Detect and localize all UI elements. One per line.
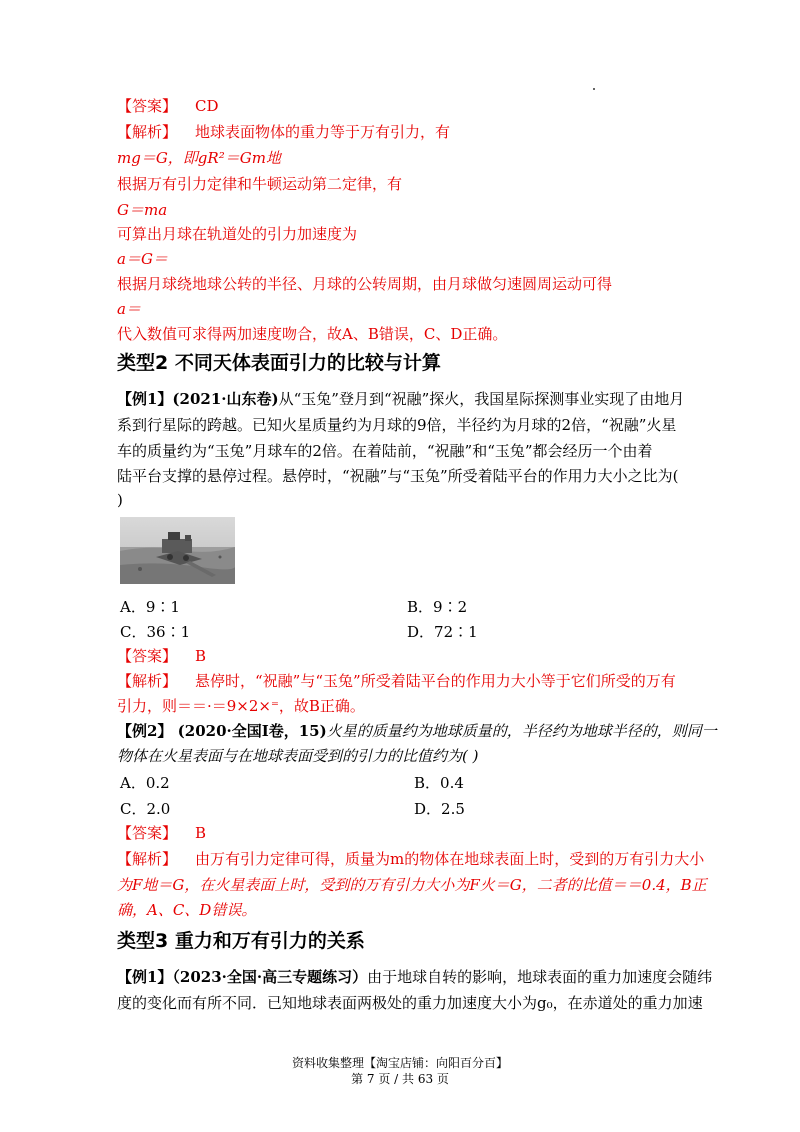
example-text: 火星的质量约为地球质量的，半径约为地球半径的，则同一 — [326, 722, 717, 740]
example-label: 【例1】（2023·全国·高三专题练习） — [117, 968, 368, 986]
option-c: C．2.0 — [120, 800, 171, 818]
rover-photo — [120, 517, 235, 584]
option-a: A．9∶1 — [120, 598, 180, 616]
analysis2-line-2: 引力，则＝＝·＝9×2×⁼，故B正确。 — [117, 697, 365, 715]
answer-value: B — [195, 647, 207, 665]
option-a: A．0.2 — [120, 774, 170, 792]
example-text: 由于地球自转的影响，地球表面的重力加速度会随纬 — [367, 968, 713, 986]
example2-line-1 — [117, 721, 717, 741]
answer-label: 【答案】 — [117, 97, 178, 115]
analysis3-line-1 — [117, 849, 704, 869]
scan-dot — [593, 88, 595, 90]
analysis-text: 悬停时，“祝融”与“玉兔”所受着陆平台的作用力大小等于它们所受的万有 — [195, 672, 676, 690]
example1-line-3: 车的质量约为“玉兔”月球车的2倍。在着陆前，“祝融”和“玉兔”都会经历一个由着 — [117, 442, 653, 460]
example2-line-2: 物体在火星表面与在地球表面受到的引力的比值约为( ) — [117, 747, 479, 765]
answer-value: B — [195, 824, 207, 842]
answer-line-1 — [117, 96, 219, 116]
analysis-label: 【解析】 — [117, 123, 178, 141]
analysis-label: 【解析】 — [117, 850, 178, 868]
answer-label: 【答案】 — [117, 647, 178, 665]
option-d: D．2.5 — [414, 800, 465, 818]
analysis-line-8: a＝ — [117, 300, 141, 318]
analysis-line-5: 可算出月球在轨道处的引力加速度为 — [117, 225, 358, 243]
analysis-line-4: G＝ma — [117, 201, 168, 219]
footer-page-number: 第 7 页 / 共 63 页 — [351, 1072, 449, 1086]
analysis2-line-1 — [117, 671, 676, 691]
analysis-text: 地球表面物体的重力等于万有引力，有 — [195, 123, 451, 141]
analysis-line-9: 代入数值可求得两加速度吻合，故A、B错误，C、D正确。 — [117, 325, 508, 343]
example1-line-2: 系到行星际的跨越。已知火星质量约为月球的9倍，半径约为月球的2倍，“祝融”火星 — [117, 416, 677, 434]
answer-line-3 — [117, 823, 206, 843]
option-d: D．72∶1 — [407, 623, 478, 641]
analysis-line-2: mg＝G，即gR²＝Gm地 — [117, 149, 281, 167]
example1-line-4: 陆平台支撑的悬停过程。悬停时，“祝融”与“玉兔”所受着陆平台的作用力大小之比为( — [117, 467, 679, 485]
example-label: 【例1】(2021·山东卷) — [117, 390, 279, 408]
answer-line-2 — [117, 646, 206, 666]
footer-source: 资料收集整理【淘宝店铺：向阳百分百】 — [291, 1056, 508, 1070]
example3-line-2: 度的变化而有所不同．已知地球表面两极处的重力加速度大小为g₀，在赤道处的重力加速 — [117, 994, 703, 1012]
example1-line-5: ) — [117, 491, 123, 509]
analysis-label: 【解析】 — [117, 672, 178, 690]
option-c: C．36∶1 — [120, 623, 191, 641]
rover-photo-svg — [120, 517, 235, 584]
example1-line-1 — [117, 389, 684, 409]
example3-line-1 — [117, 967, 712, 987]
analysis3-line-2: 为F地＝G，在火星表面上时，受到的万有引力大小为F火＝G，二者的比值＝＝0.4，B正 — [117, 876, 707, 894]
answer-label: 【答案】 — [117, 824, 178, 842]
section-heading-type2: 类型2 不同天体表面引力的比较与计算 — [117, 352, 441, 374]
example-text: 从“玉兔”登月到“祝融”探火，我国星际探测事业实现了由地月 — [278, 390, 685, 408]
section-heading-type3: 类型3 重力和万有引力的关系 — [117, 930, 365, 952]
analysis-line-6: a＝G＝ — [117, 250, 168, 268]
analysis3-line-3: 确，A、C、D错误。 — [117, 901, 257, 919]
analysis-line-7: 根据月球绕地球公转的半径、月球的公转周期，由月球做匀速圆周运动可得 — [117, 275, 613, 293]
option-b: B．0.4 — [414, 774, 464, 792]
example-label: 【例2】 (2020·全国Ⅰ卷，15) — [117, 722, 327, 740]
analysis-text: 由万有引力定律可得，质量为m的物体在地球表面上时，受到的万有引力大小 — [195, 850, 705, 868]
analysis-line-1 — [117, 122, 450, 142]
answer-value: CD — [195, 97, 219, 115]
option-b: B．9∶2 — [407, 598, 468, 616]
analysis-line-3: 根据万有引力定律和牛顿运动第二定律，有 — [117, 175, 403, 193]
